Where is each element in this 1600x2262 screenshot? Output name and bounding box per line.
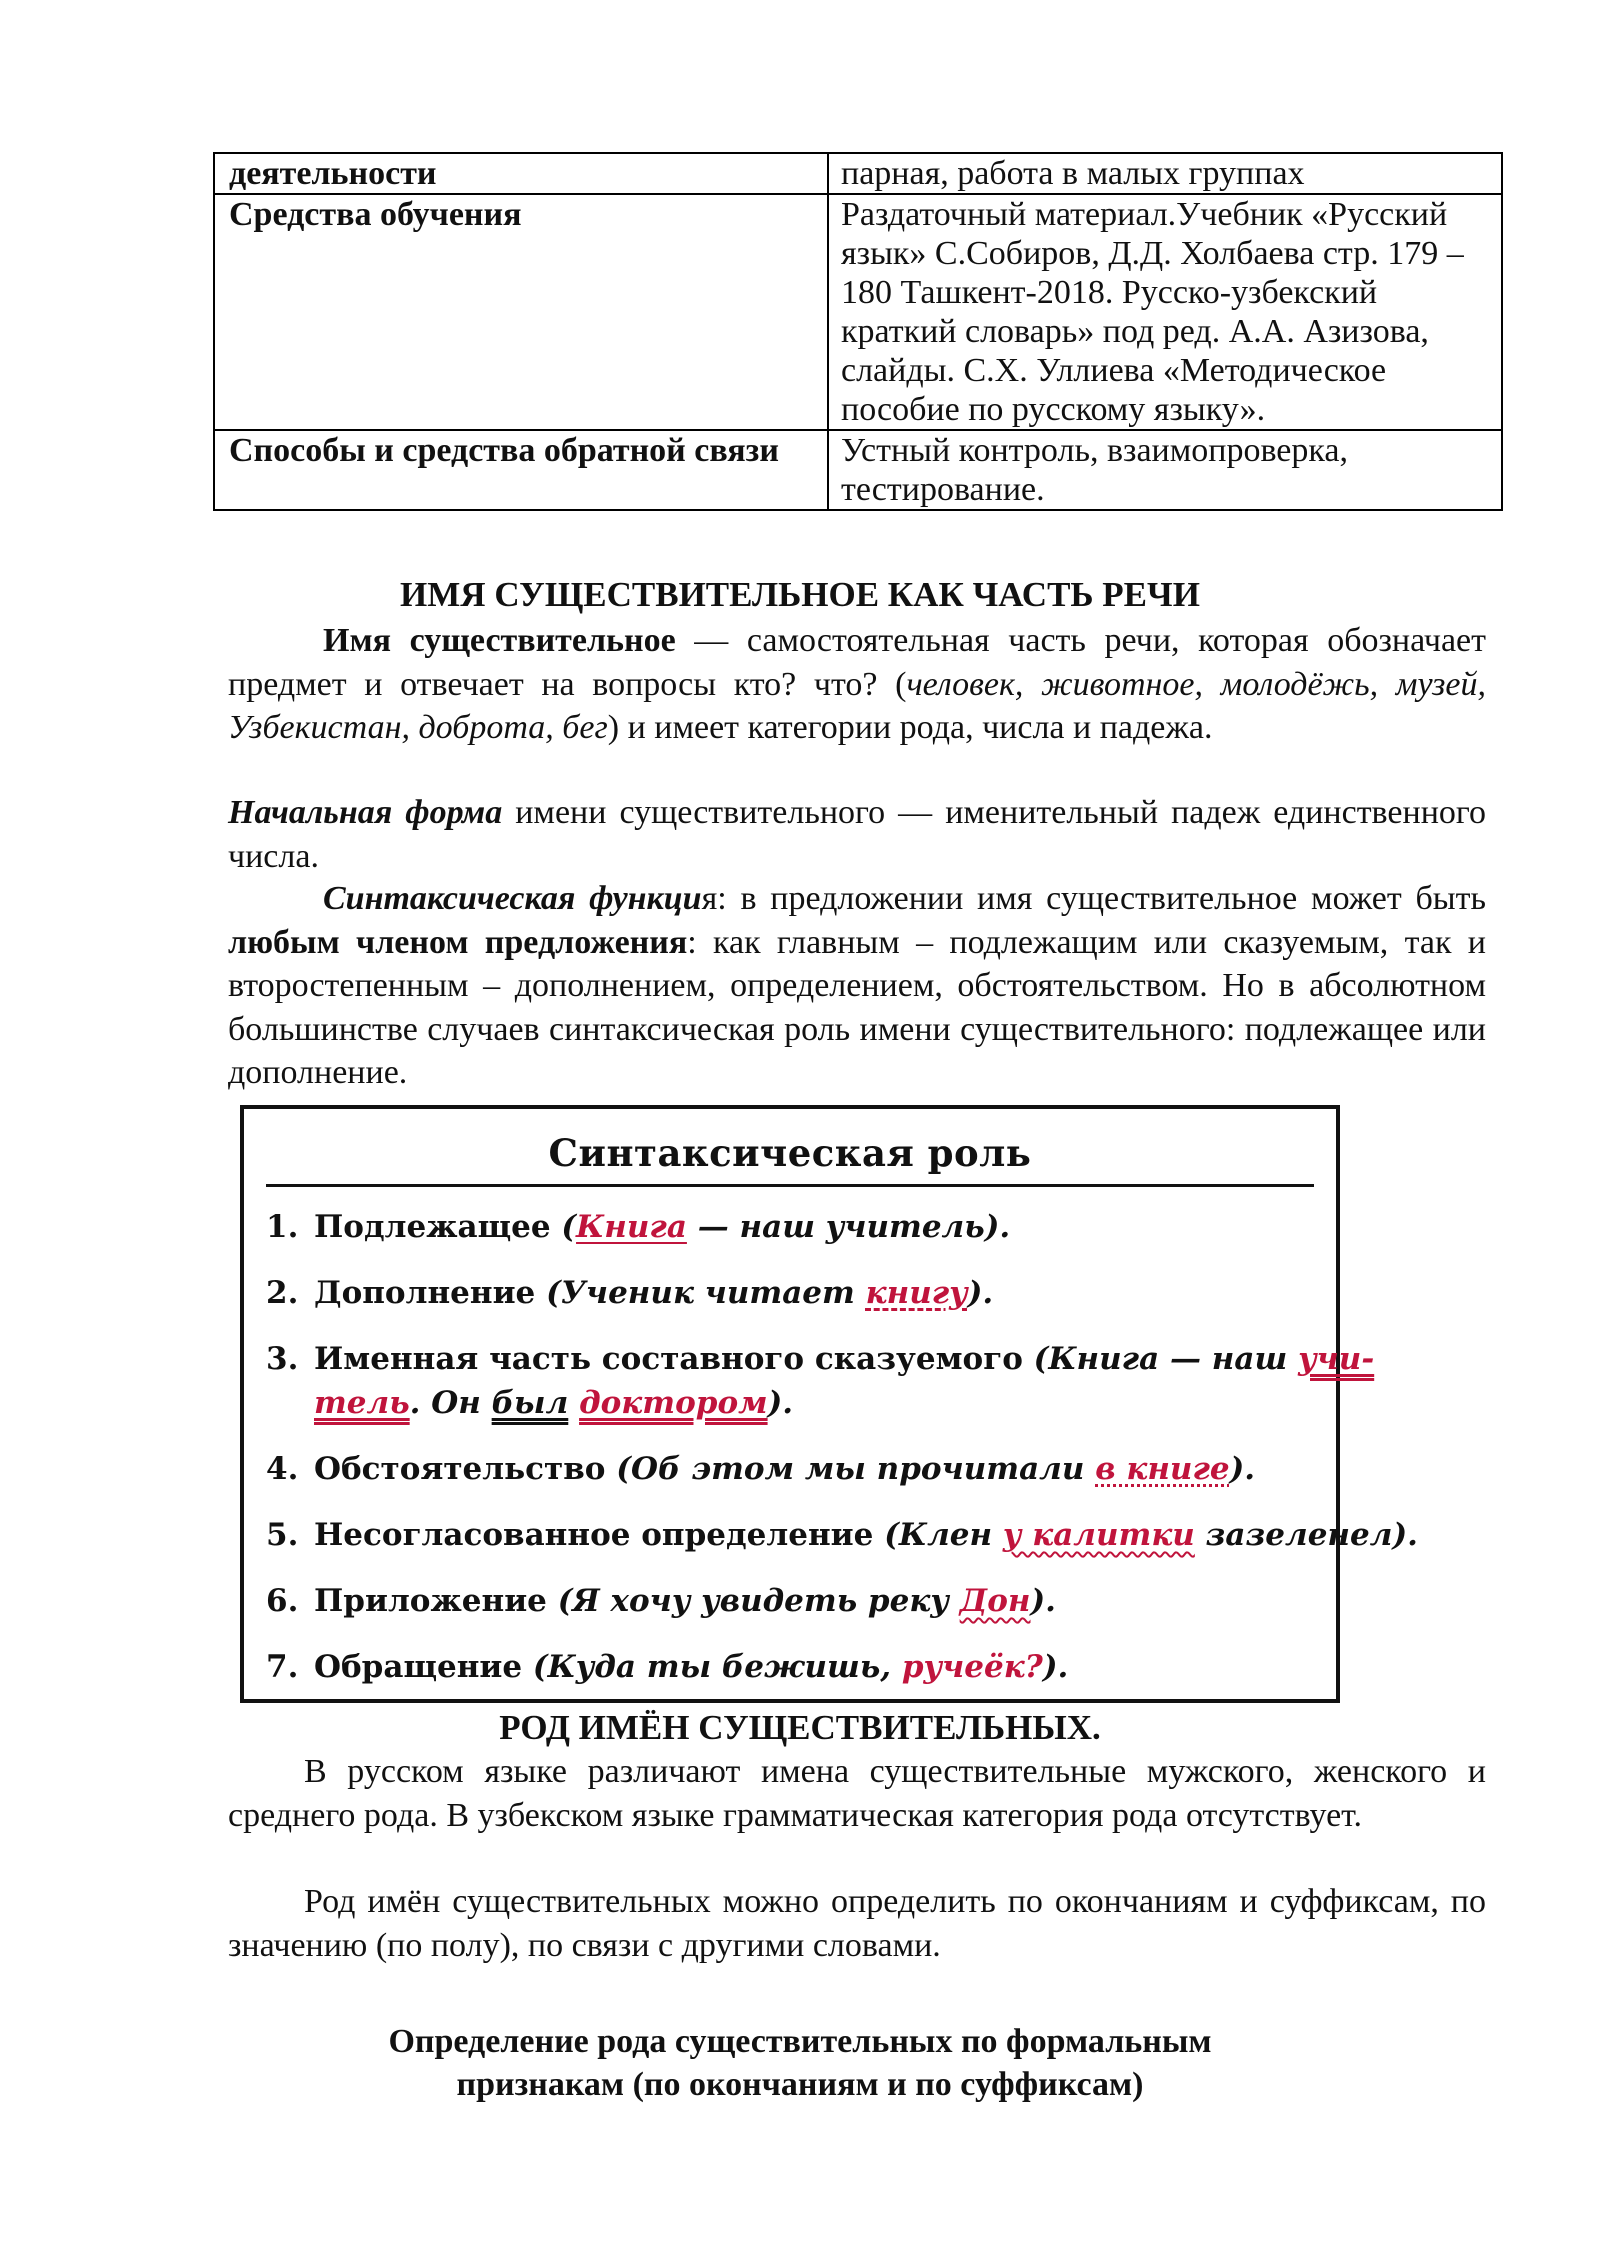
item-highlight: книгу [865,1275,968,1311]
table-cell-label: Способы и средства обратной связи [214,430,828,510]
item-number: 3. [266,1341,299,1377]
item-paren-close: ). [967,1275,994,1311]
definition-examples: человек, животное, молодёжь, музей, Узбекистан, доброта, бег [228,665,1486,746]
item-number: 2. [266,1275,299,1311]
item-paren-close: ). [767,1385,794,1421]
role-item [266,1645,1318,1689]
item-highlight: в книге [1095,1451,1230,1487]
paragraph-definition [228,619,1486,750]
role-item [266,1205,1318,1249]
item-example-verb: был [491,1385,569,1421]
title-divider [266,1184,1314,1187]
item-paren: ( [535,1275,561,1311]
syntactic-bold: любым членом предложения [228,923,688,961]
item-label: Обстоятельство [314,1451,606,1487]
term-tail: я [701,880,718,917]
table-cell-value: Устный контроль, взаимопроверка, тестирование. [828,430,1502,510]
item-label: Дополнение [314,1275,536,1311]
section-heading-gender: РОД ИМЁН СУЩЕСТВИТЕЛЬНЫХ. [499,1708,1101,1747]
item-example: — наш учитель). [686,1209,1011,1245]
item-label: Подлежащее [314,1209,551,1245]
item-number: 1. [266,1209,299,1245]
table-row [214,153,1502,194]
paragraph-gender-2: Род имён существительных можно определить по окончаниям и суффиксам, по значению (по полу), по связи с другими словами. [228,1883,1486,1964]
item-paren-close: ). [1042,1649,1069,1685]
table-cell-value: парная, работа в малых группах [828,153,1502,194]
item-label: Обращение [314,1649,523,1685]
item-paren: ( [522,1649,548,1685]
role-item [266,1579,1318,1623]
item-paren: ( [546,1583,573,1619]
figure-title: Синтаксическая роль [548,1131,1032,1175]
subheading-line-1: Определение рода существительных по формальным [388,2023,1212,2060]
item-example: Клен [898,1517,1003,1553]
role-item [266,1337,1375,1425]
item-example: Об этом мы прочитали [630,1451,1096,1487]
paragraph-syntactic-function [228,877,1486,1095]
item-label: Несогласованное определение [314,1517,874,1553]
item-number: 6. [266,1583,299,1619]
table-row [214,194,1502,430]
item-paren: ( [873,1517,899,1553]
item-paren-close: ). [1229,1451,1256,1487]
lesson-info-table [213,152,1503,511]
item-number: 7. [266,1649,299,1685]
item-example: Книга — наш [1048,1341,1299,1377]
syntactic-role-figure [240,1105,1418,1703]
item-continuation [266,1381,1318,1425]
subheading-line-2: признакам (по окончаниям и по суффиксам) [456,2066,1144,2103]
role-item [266,1447,1318,1491]
section-heading-noun: ИМЯ СУЩЕСТВИТЕЛЬНОЕ КАК ЧАСТЬ РЕЧИ [400,575,1200,614]
item-paren-close: ). [1030,1583,1056,1619]
item-highlight: Книга [576,1209,687,1245]
item-number: 5. [266,1517,299,1553]
item-highlight: у калитки [1002,1517,1195,1553]
table-cell-value: Раздаточный материал.Учебник «Русский язык» С.Собиров, Д.Д. Холбаева стр. 179 – 180 Ташкент-2018. Русско-узбекский краткий словарь» под ред. А.А. Азизова, слайды. С.Х. Уллиева «Методическое пособие по русскому языку». [828,194,1502,430]
syntactic-text-b: : как главным – подлежащим или сказуемым, так и второстепенным – дополнением, определением, обстоятельством. Но в абсолютном большинстве случаев синтаксическая роль имени существительного: подлежащее или дополнение. [228,923,1486,1091]
item-paren: ( [550,1209,577,1245]
term-syntactic-function: Синтаксическая функци [323,880,702,917]
item-label: Приложение [314,1583,547,1619]
role-item [266,1513,1418,1557]
table-cell-label: Средства обучения [214,194,828,430]
item-highlight: ручеёк? [901,1649,1043,1685]
paragraph-initial-form [228,791,1486,878]
item-example: Куда ты бежишь, [547,1649,902,1685]
paragraph-gender-1: В русском языке различают имена существительные мужского, женского и среднего рода. В узбекском языке грамматическая категория рода отсутствует. [228,1753,1486,1834]
item-paren: ( [1022,1341,1049,1377]
definition-text-end: ) и имеет категории рода, числа и падежа. [607,709,1213,746]
item-highlight: Дон [959,1583,1031,1619]
table-cell-label: деятельности [214,153,828,194]
item-example: Ученик читает [560,1275,866,1311]
item-space [568,1385,579,1421]
syntactic-text-a: : в предложении имя существительное может быть [717,880,1486,917]
table-row [214,430,1502,510]
item-number: 4. [266,1451,299,1487]
term-noun: Имя существительное [323,622,676,659]
item-highlight: тель [314,1385,410,1421]
subheading-formal-signs [0,2020,1600,2106]
role-item [266,1271,1318,1315]
item-highlight: учи- [1298,1341,1375,1377]
initial-form-text: имени существительного — именительный падеж единственного числа. [228,794,1486,875]
item-example: зазеленел). [1194,1517,1418,1553]
definition-text: — самостоятельная часть речи, которая обозначает предмет и отвечает на вопросы кто? что? ( [228,622,1487,703]
item-example: Я хочу увидеть реку [572,1583,960,1619]
term-initial-form: Начальная форма [228,794,503,831]
item-highlight: доктором [579,1385,768,1421]
item-label: Именная часть составного сказуемого [314,1341,1023,1377]
item-example: . Он [409,1385,492,1421]
item-paren: ( [605,1451,631,1487]
